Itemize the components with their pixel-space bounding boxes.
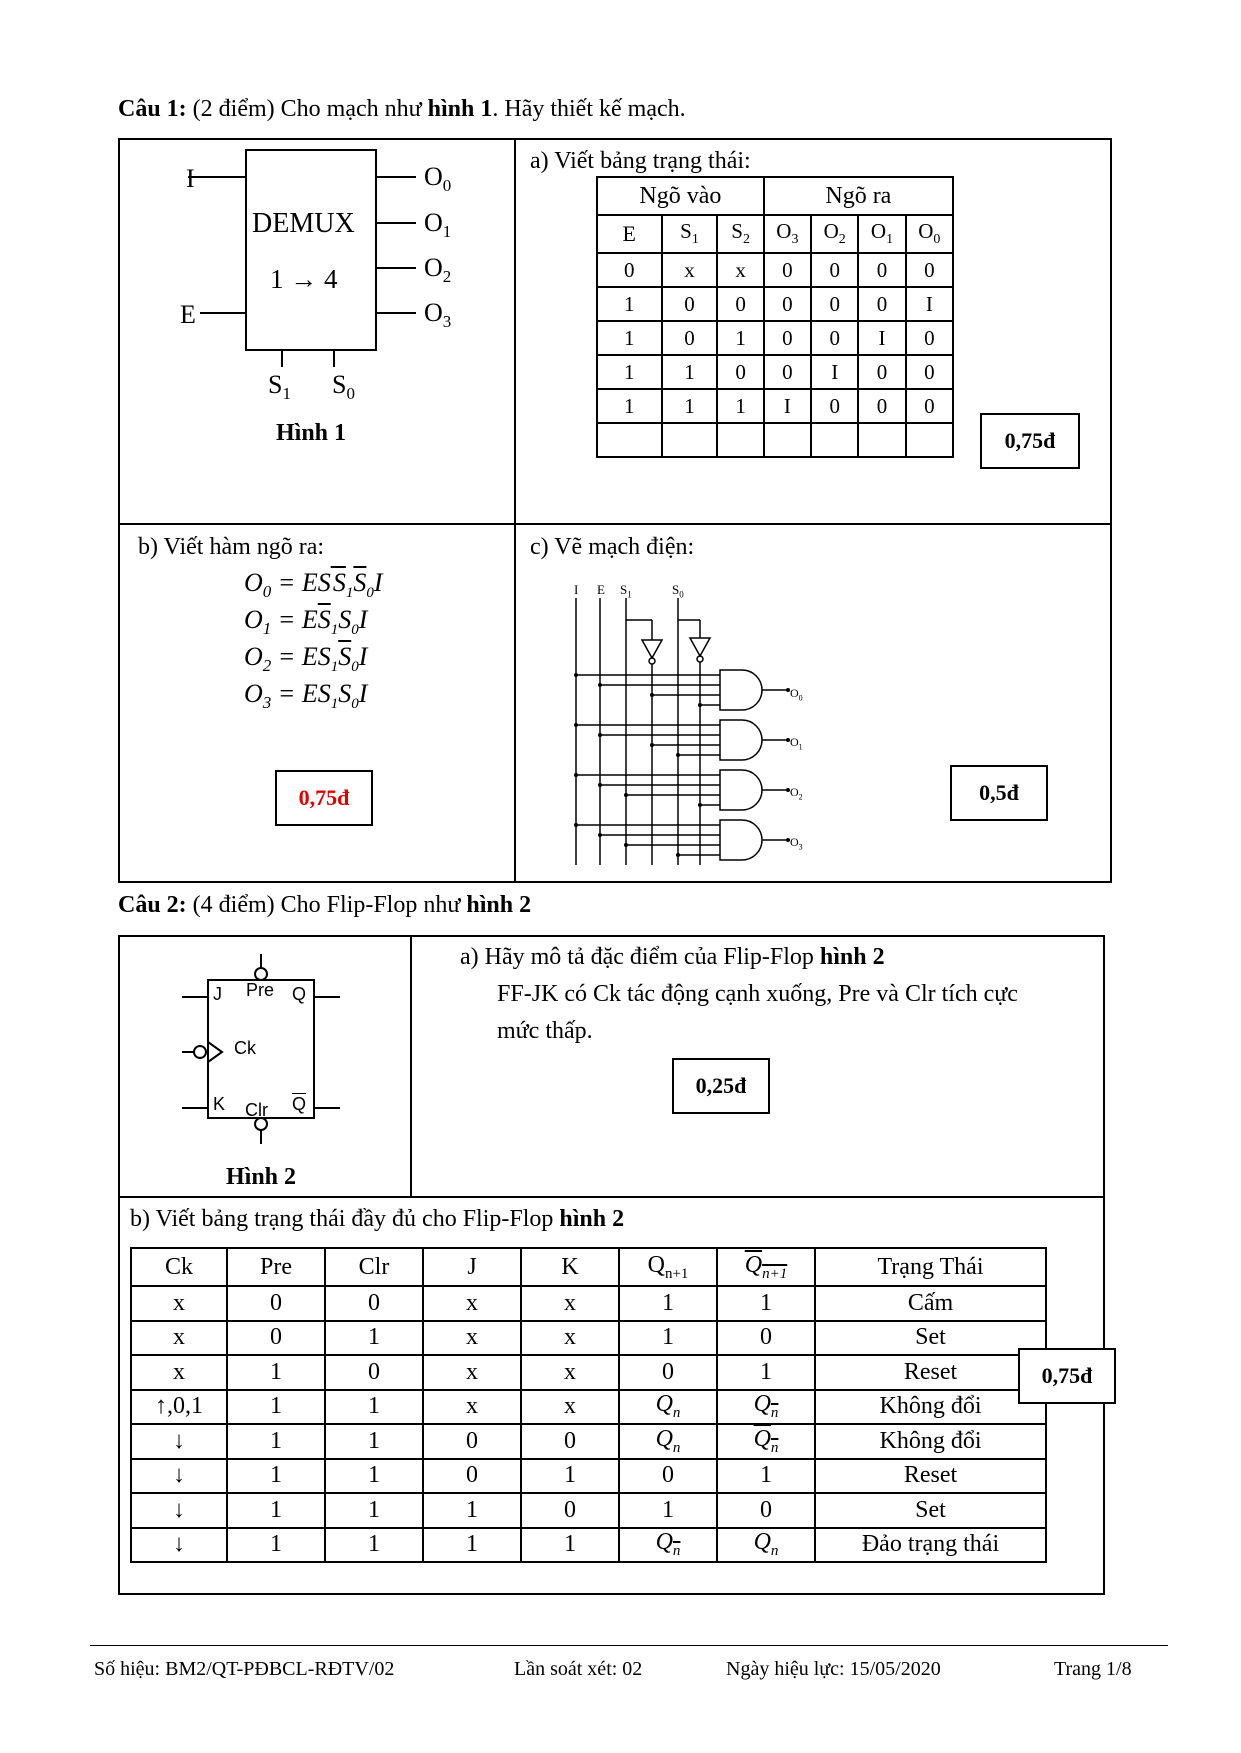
formula-o2: $O_2 = ES_1\overline{S}_0I$ [244, 642, 368, 676]
ff-row [131, 1286, 1046, 1321]
ff-col-k: K [521, 1248, 619, 1286]
tt-col: $O_1$ [858, 215, 905, 253]
q2b-label: b) Viết bảng trạng thái đầy đủ cho Flip-Flop hình 2 [130, 1206, 625, 1232]
demux-out-0: $O_0$ [424, 162, 452, 196]
ff-cell: Set [815, 1321, 1046, 1356]
ff-cell: ↓ [131, 1459, 227, 1494]
ff-cell: 1 [423, 1528, 521, 1563]
footer-rev: Lần soát xét: 02 [514, 1658, 643, 1680]
q1-title: Câu 1: (2 điểm) Cho mạch như hình 1. Hãy thiết kế mạch. [118, 96, 686, 122]
ff-cell: 1 [325, 1424, 423, 1459]
tt-cell: 0 [906, 321, 953, 355]
ff-cell: Set [815, 1493, 1046, 1528]
ff-cell: 1 [227, 1493, 325, 1528]
footer-rule [90, 1645, 1168, 1646]
q1c-score: 0,5đ [950, 765, 1048, 821]
demux-sel-0: $S_0$ [332, 370, 355, 404]
ff-cell: ↓ [131, 1493, 227, 1528]
and-gate [720, 820, 762, 860]
tt-cell: 0 [858, 287, 905, 321]
ff-col-qn1-bar: $Q_{n+1}$ [717, 1248, 815, 1286]
demux-in-i: I [186, 164, 195, 193]
ff-cell: Không đổi [815, 1424, 1046, 1459]
ff-cell: 1 [521, 1528, 619, 1563]
tt-cell: 1 [662, 355, 718, 389]
tt-cell: 0 [811, 287, 858, 321]
ff-cell: 0 [717, 1321, 815, 1356]
ff-cell: 0 [325, 1286, 423, 1321]
demux-out-3: $O_3$ [424, 298, 452, 332]
ff-cell: ↓ [131, 1424, 227, 1459]
ff-cell: 0 [619, 1459, 717, 1494]
figure-1-caption: Hình 1 [276, 420, 347, 446]
tt-cell: 1 [597, 287, 662, 321]
ff-col-j: J [423, 1248, 521, 1286]
ff-cell: 1 [227, 1424, 325, 1459]
ff-state-table [130, 1247, 1047, 1563]
ff-cell: x [131, 1321, 227, 1356]
demux-circuit [560, 580, 820, 870]
ff-cell: 1 [227, 1528, 325, 1563]
ff-k: K [213, 1094, 226, 1114]
tt-row [597, 321, 953, 355]
ff-cell: 0 [717, 1493, 815, 1528]
ff-row [131, 1424, 1046, 1459]
tt-row [597, 423, 953, 457]
ff-cell: 0 [325, 1355, 423, 1390]
tt-cell: 0 [811, 389, 858, 423]
ff-row [131, 1493, 1046, 1528]
q2-vdivider [410, 935, 412, 1198]
tt-col: $O_3$ [764, 215, 811, 253]
tt-cell: x [662, 253, 718, 287]
ff-cell: 0 [619, 1355, 717, 1390]
ff-cell: 1 [423, 1493, 521, 1528]
and-gate [720, 770, 762, 810]
ff-cell: $Q_n$ [717, 1528, 815, 1563]
formula-o1: $O_1 = E\overline{S}_1S_0I$ [244, 605, 368, 639]
ff-cell: 1 [227, 1459, 325, 1494]
tt-cell [906, 423, 953, 457]
ff-row [131, 1459, 1046, 1494]
circuit-sig-s0: $S_0$ [672, 582, 684, 600]
ff-cell: 1 [325, 1528, 423, 1563]
ff-cell: $Q_n$ [717, 1424, 815, 1459]
tt-col: $S_2$ [717, 215, 763, 253]
ff-cell: ↑,0,1 [131, 1390, 227, 1425]
tt-cell: 0 [906, 253, 953, 287]
tt-row [597, 389, 953, 423]
ff-qbar: $\overline{Q}$ [292, 1094, 307, 1114]
ff-q: Q [292, 984, 307, 1004]
tt-cell [662, 423, 718, 457]
tt-cell: 0 [764, 321, 811, 355]
ff-cell: 1 [717, 1355, 815, 1390]
q2a-line2: mức thấp. [497, 1018, 593, 1044]
circuit-sig-i: I [574, 582, 579, 597]
ff-cell: 1 [227, 1355, 325, 1390]
ff-col-pre: Pre [227, 1248, 325, 1286]
ff-cell: x [423, 1355, 521, 1390]
q2a-label: a) Hãy mô tả đặc điểm của Flip-Flop hình 2 [460, 944, 885, 970]
tt-cell: 1 [717, 321, 763, 355]
tt-cell: 0 [597, 253, 662, 287]
demux-sel-1: $S_1$ [268, 370, 291, 404]
tt-cell: 0 [717, 355, 763, 389]
footer-date: Ngày hiệu lực: 15/05/2020 [726, 1658, 941, 1680]
figure-2-caption: Hình 2 [226, 1164, 297, 1190]
q1-hdivider [118, 523, 1112, 525]
ff-col-ck: Ck [131, 1248, 227, 1286]
tt-cell: 0 [717, 287, 763, 321]
ff-cell: $Q_n$ [619, 1528, 717, 1563]
tt-col: $O_0$ [906, 215, 953, 253]
footer-code: Số hiệu: BM2/QT-PĐBCL-RĐTV/02 [94, 1658, 395, 1680]
ff-cell: 1 [227, 1390, 325, 1425]
tt-cell: 1 [662, 389, 718, 423]
formula-o0: $O_0$ = ES $\overline{S}_1\overline{S}_0I$ [244, 568, 383, 602]
tt-cell: 0 [662, 321, 718, 355]
q1b-label: b) Viết hàm ngõ ra: [138, 534, 325, 560]
ff-cell: 1 [521, 1459, 619, 1494]
ff-cell: x [131, 1286, 227, 1321]
q1b-score: 0,75đ [275, 770, 373, 826]
q1a-score: 0,75đ [980, 413, 1080, 469]
ff-cell: $Q_n$ [619, 1390, 717, 1425]
tt-cell: 1 [597, 355, 662, 389]
demux-out-2: $O_2$ [424, 253, 452, 287]
tt-cell: 0 [764, 355, 811, 389]
ff-cell: 0 [227, 1286, 325, 1321]
tt-cell: I [764, 389, 811, 423]
ff-cell: Reset [815, 1459, 1046, 1494]
demux-out-1: $O_1$ [424, 208, 452, 242]
ff-col-state: Trạng Thái [815, 1248, 1046, 1286]
tt-col: $S_1$ [662, 215, 718, 253]
tt-header-outputs: Ngõ ra [764, 177, 953, 215]
ff-cell: $Q_n$ [619, 1424, 717, 1459]
tt-col: $O_2$ [811, 215, 858, 253]
ff-cell: x [423, 1390, 521, 1425]
circuit-out-1: $O_1$ [790, 735, 803, 752]
ff-cell: x [521, 1390, 619, 1425]
ff-j: J [213, 984, 222, 1004]
tt-cell [597, 423, 662, 457]
ff-col-clr: Clr [325, 1248, 423, 1286]
ff-cell: 1 [619, 1493, 717, 1528]
ff-row [131, 1321, 1046, 1356]
tt-cell: 0 [811, 321, 858, 355]
ff-cell: Đảo trạng thái [815, 1528, 1046, 1563]
tt-row [597, 287, 953, 321]
circuit-sig-e: E [597, 582, 605, 597]
demux-in-e: E [180, 300, 196, 329]
ff-cell: 1 [325, 1459, 423, 1494]
q2-hdivider [118, 1196, 1105, 1198]
ff-clr: Clr [245, 1100, 268, 1120]
ff-cell: 1 [325, 1390, 423, 1425]
tt-cell: 0 [858, 253, 905, 287]
ff-cell: x [423, 1321, 521, 1356]
tt-cell: 1 [717, 389, 763, 423]
q1c-label: c) Vẽ mạch điện: [530, 534, 695, 560]
q1-vdivider [514, 138, 516, 883]
formula-o3: $O_3 = ES_1S_0I$ [244, 679, 368, 713]
ff-cell: x [423, 1286, 521, 1321]
tt-cell [764, 423, 811, 457]
tt-cell: I [811, 355, 858, 389]
tt-cell: x [717, 253, 763, 287]
ff-cell: 0 [423, 1459, 521, 1494]
q2a-line1: FF-JK có Ck tác động cạnh xuống, Pre và Clr tích cực [497, 981, 1018, 1007]
ff-cell: Không đổi [815, 1390, 1046, 1425]
q1-truth-table [596, 176, 954, 458]
ff-cell: x [521, 1321, 619, 1356]
circuit-out-2: $O_2$ [790, 785, 803, 802]
tt-cell: 1 [597, 321, 662, 355]
ff-cell: 1 [325, 1493, 423, 1528]
demux-name: DEMUX [252, 208, 355, 239]
ff-row [131, 1355, 1046, 1390]
ff-cell: x [521, 1286, 619, 1321]
tt-cell: 0 [906, 355, 953, 389]
tt-cell: 0 [858, 389, 905, 423]
demux-ratio: 1 → 4 [270, 264, 338, 294]
tt-cell [858, 423, 905, 457]
tt-row [597, 355, 953, 389]
ff-cell: 1 [717, 1286, 815, 1321]
ff-cell: Reset [815, 1355, 1046, 1390]
and-gate [720, 720, 762, 760]
tt-row [597, 253, 953, 287]
ff-cell: $Q_n$ [717, 1390, 815, 1425]
ff-ck: Ck [234, 1038, 256, 1058]
circuit-out-0: $O_0$ [790, 686, 803, 703]
ff-cell: 1 [619, 1321, 717, 1356]
ff-row [131, 1390, 1046, 1425]
ff-cell: ↓ [131, 1528, 227, 1563]
ff-cell: x [521, 1355, 619, 1390]
ff-row [131, 1528, 1046, 1563]
tt-cell: 0 [811, 253, 858, 287]
tt-cell: 0 [764, 253, 811, 287]
q2a-score: 0,25đ [672, 1058, 770, 1114]
ff-cell: 0 [521, 1493, 619, 1528]
tt-cell: 0 [662, 287, 718, 321]
tt-cell: I [858, 321, 905, 355]
tt-cell [717, 423, 763, 457]
tt-cell: 0 [858, 355, 905, 389]
footer-page: Trang 1/8 [1054, 1658, 1132, 1680]
circuit-sig-s1: $S_1$ [620, 582, 632, 600]
ff-cell: 1 [717, 1459, 815, 1494]
tt-cell: I [906, 287, 953, 321]
ff-cell: 0 [227, 1321, 325, 1356]
ff-cell: Cấm [815, 1286, 1046, 1321]
and-gate [720, 670, 762, 710]
tt-cell: 0 [906, 389, 953, 423]
ff-cell: 0 [423, 1424, 521, 1459]
ff-cell: 1 [619, 1286, 717, 1321]
q2b-score: 0,75đ [1018, 1348, 1116, 1404]
q1a-label: a) Viết bảng trạng thái: [530, 148, 751, 174]
ff-col-qn1: $Q_{n+1}$ [619, 1248, 717, 1286]
tt-cell: 1 [597, 389, 662, 423]
ff-pre: Pre [246, 980, 275, 1000]
ff-cell: 1 [325, 1321, 423, 1356]
tt-cell: 0 [764, 287, 811, 321]
q2-title: Câu 2: (4 điểm) Cho Flip-Flop như hình 2 [118, 892, 532, 918]
ff-cell: x [131, 1355, 227, 1390]
tt-header-inputs: Ngõ vào [597, 177, 764, 215]
ff-cell: 0 [521, 1424, 619, 1459]
circuit-out-3: $O_3$ [790, 835, 803, 852]
tt-cell [811, 423, 858, 457]
tt-col: E [597, 215, 662, 253]
